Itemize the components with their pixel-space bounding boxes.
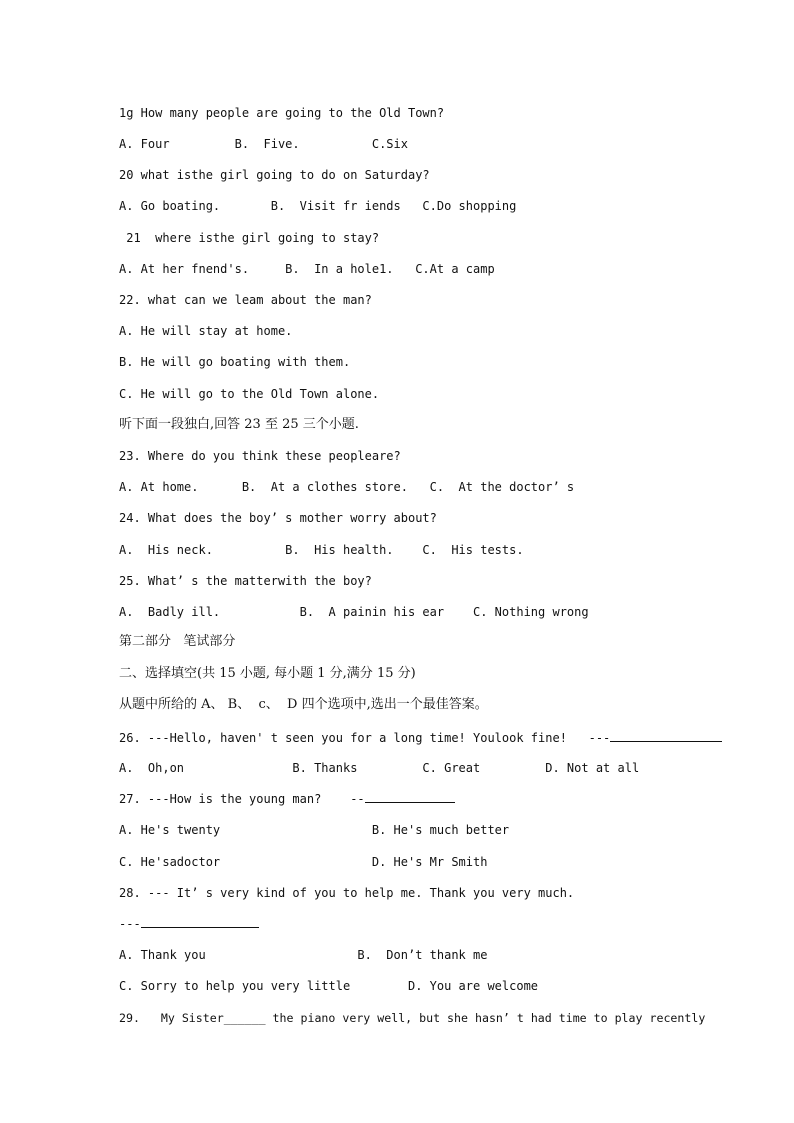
answer-blank-27: [365, 791, 455, 803]
question-19: 1g How many people are going to the Old Town?: [119, 106, 445, 120]
option-22-b: B. He will go boating with them.: [119, 355, 351, 369]
options-26: A. Oh,on B. Thanks C. Great D. Not at all: [119, 761, 640, 775]
options-27-ab: A. He's twenty B. He's much better: [119, 823, 510, 837]
section-instruction-monologue: 听下面一段独白,回答 23 至 25 三个小题.: [119, 417, 359, 432]
options-28-cd: C. Sorry to help you very little D. You are welcome: [119, 979, 539, 993]
question-27-row: [119, 791, 455, 807]
question-25: 25. What’ s the matterwith the boy?: [119, 574, 372, 588]
options-23: A. At home. B. At a clothes store. C. At the doctor’ s: [119, 480, 575, 494]
options-24: A. His neck. B. His health. C. His tests.: [119, 543, 524, 557]
question-26-row: [119, 730, 722, 746]
question-20: 20 what isthe girl going to do on Saturday?: [119, 168, 430, 182]
option-22-c: C. He will go to the Old Town alone.: [119, 387, 380, 401]
question-28-response-row: [119, 916, 259, 932]
section-two-heading: 二、选择填空(共 15 小题, 每小题 1 分,满分 15 分): [119, 666, 416, 681]
options-21: A. At her fnend's. B. In a hole1. C.At a camp: [119, 262, 495, 276]
answer-blank-26: [610, 730, 722, 742]
question-23: 23. Where do you think these peopleare?: [119, 449, 401, 463]
options-25: A. Badly ill. B. A painin his ear C. Nothing wrong: [119, 605, 589, 619]
options-20: A. Go boating. B. Visit fr iends C.Do shopping: [119, 199, 517, 213]
part-two-heading: 第二部分 笔试部分: [119, 634, 236, 649]
options-28-ab: A. Thank you B. Don’t thank me: [119, 948, 488, 962]
option-22-a: A. He will stay at home.: [119, 324, 293, 338]
options-19: A. Four B. Five. C.Six: [119, 137, 408, 151]
question-21: 21 where isthe girl going to stay?: [119, 231, 380, 245]
question-24: 24. What does the boy’ s mother worry about?: [119, 511, 437, 525]
section-two-instruction: 从题中所给的 A、 B、 c、 D 四个选项中,选出一个最佳答案。: [119, 697, 488, 712]
question-26: 26. ---Hello, haven' t seen you for a long time! Youlook fine! ---: [119, 731, 611, 745]
question-29: 29. My Sister______ the piano very well, but she hasn’ t had time to play recently: [119, 1011, 706, 1025]
question-22: 22. what can we leam about the man?: [119, 293, 372, 307]
question-27: 27. ---How is the young man? --: [119, 792, 365, 806]
options-27-cd: C. He'sadoctor D. He's Mr Smith: [119, 855, 488, 869]
answer-blank-28: [141, 916, 259, 928]
response-dashes-28: ---: [119, 917, 141, 931]
question-28: 28. --- It’ s very kind of you to help me. Thank you very much.: [119, 886, 575, 900]
